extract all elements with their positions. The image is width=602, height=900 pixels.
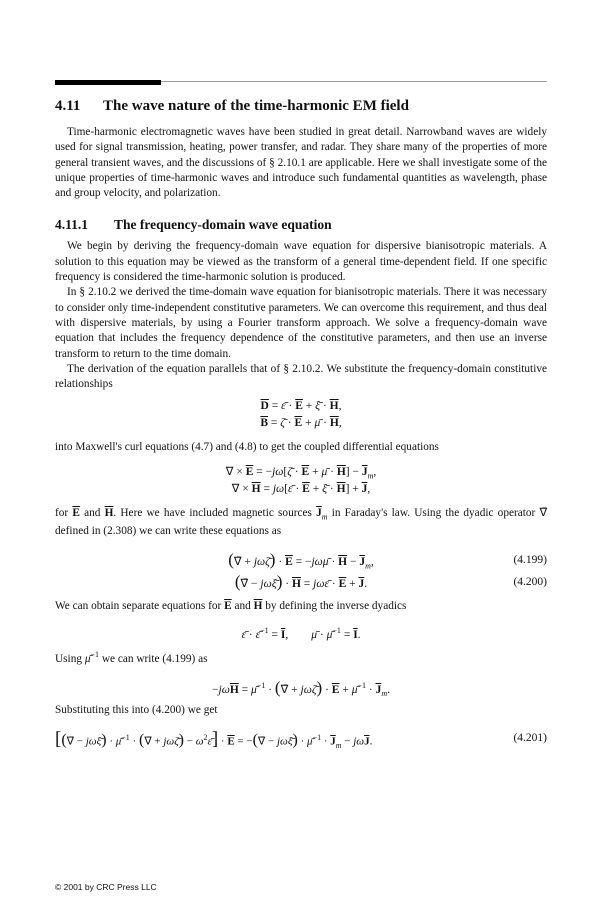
equation-4-200: (∇̄ − jωξ̄̄) · $\overline{H}$ = jωε̄̄ · $\overline{E} + \overline{J}$. (4.200) [234, 571, 547, 591]
section-heading [55, 98, 547, 115]
equation-constitutive-d: $\overline{D}$ = ε̄̄ · $\overline{E}$ + ξ̄̄ · $\overline{H}$, [260, 400, 342, 413]
paragraph-1: We begin by deriving the frequency-domain wave equation for dispersive bianisotropic materials. A solution to this equation may be viewed as the transform of a general time-dependent field. If one specific frequency is considered the time-harmonic solution is produced. [55, 240, 547, 284]
copyright-footer: © 2001 by CRC Press LLC [55, 882, 157, 892]
equation-tag-4-199: (4.199) [513, 553, 547, 566]
equation-tag-4-200: (4.200) [513, 575, 547, 588]
paragraph-2: In § 2.10.2 we derived the time-domain wave equation for bianisotropic materials. There it was necessary to consider only time-independent constitutive parameters. We can overcome this requirement, and thus deal with dispersive materials, by using a Fourier transform approach. We solve a frequency-domain wave equation that includes the frequency dependence of the constitutive parameters, and then use an inverse transform to return to the time domain. [55, 286, 547, 360]
equation-curl-h: ∇ × $\overline{H}$ = jω[ε̄̄ · $\overline{E}$ + ξ̄̄ · $\overline{H}] + \overline{J}$, [231, 482, 371, 495]
text-using: Using μ̄̄$^{-1}$ we can write (4.199) as [55, 649, 208, 665]
paragraph-3: The derivation of the equation parallels that of § 2.10.2. We substitute the frequency-domain constitutive relationships [55, 362, 547, 391]
section-paragraph: Time-harmonic electromagnetic waves have been studied in great detail. Narrowband waves are widely used for signal transmission, heating, power transfer, and radar. They share many of the properties of more general transient waves, and the discussions of § 2.10.1 are applicable. Here we shall investigate some of the unique properties of time-harmonic waves and introduce such fundamental quantities as wavelength, phase and group velocity, and polarization. [55, 126, 547, 200]
equation-curl-e: ∇ × $\overline{E}$ = −jω[ζ̄̄ · $\overline{E}$ + μ̄̄ · $\overline{H}] - \overline{J}_m$, [225, 465, 377, 481]
equation-tag-4-201: (4.201) [513, 732, 547, 745]
subsection-number: 4.11.1 [55, 217, 89, 233]
section-title: The wave nature of the time-harmonic EM field [103, 98, 409, 114]
equation-h-substitution: $-j\omega\overline{H}$ = μ̄̄$^{-1}$ · (∇̄ + jωζ̄̄) · $\overline{E}$ + μ̄̄$^{-1}$ · $\overline{J}_m$. [212, 677, 390, 699]
text-after-curl: for $\overline{E}$ and $\overline{H}$. Here we have included magnetic sources $\overline{J}_m$ in Faraday's law. Using the dyadic operator ∇̄ defined in (2.308) we can write these equations as [55, 506, 548, 538]
section-number: 4.11 [55, 98, 81, 114]
page-content [55, 98, 547, 750]
subsection-title: The frequency-domain wave equation [114, 217, 332, 233]
header-rule-accent [55, 80, 161, 85]
text-separate-equations: We can obtain separate equations for $\overline{E}$ and $\overline{H}$ by defining the inverse dyadics [55, 599, 407, 612]
equation-constitutive-b: $\overline{B}$ = ζ̄̄ · $\overline{E}$ + μ̄̄ · $\overline{H}$, [260, 417, 342, 430]
equation-4-199: (∇̄ + jωζ̄̄) · $\overline{E}$ = −jωμ̄̄ · $\overline{H} - \overline{J}_m$, (4.199) [228, 549, 547, 570]
text-after-constitutive: into Maxwell's curl equations (4.7) and (4.8) to get the coupled differential equations [55, 441, 439, 454]
subsection-heading [55, 217, 547, 233]
equation-4-201: [(∇̄ − jωξ̄̄) · μ̄̄$^{-1}$ · (∇̄ + jωζ̄̄) − $\omega^2\varepsilon̄̄] \cdot \overline{E}$ = −(∇̄ − jωξ̄̄) · μ̄̄$^{-1}$ · $\overline{J}_m - j\omega\overline{J}$. (4.201) [55, 726, 547, 750]
equation-inverse-dyadics: ε̄̄ · ε̄̄$^{-1}$ = $\overline{I}$, μ̄̄ · μ̄̄$^{-1}$ = $\overline{I}$. [241, 625, 361, 641]
text-substituting: Substituting this into (4.200) we get [55, 703, 218, 716]
